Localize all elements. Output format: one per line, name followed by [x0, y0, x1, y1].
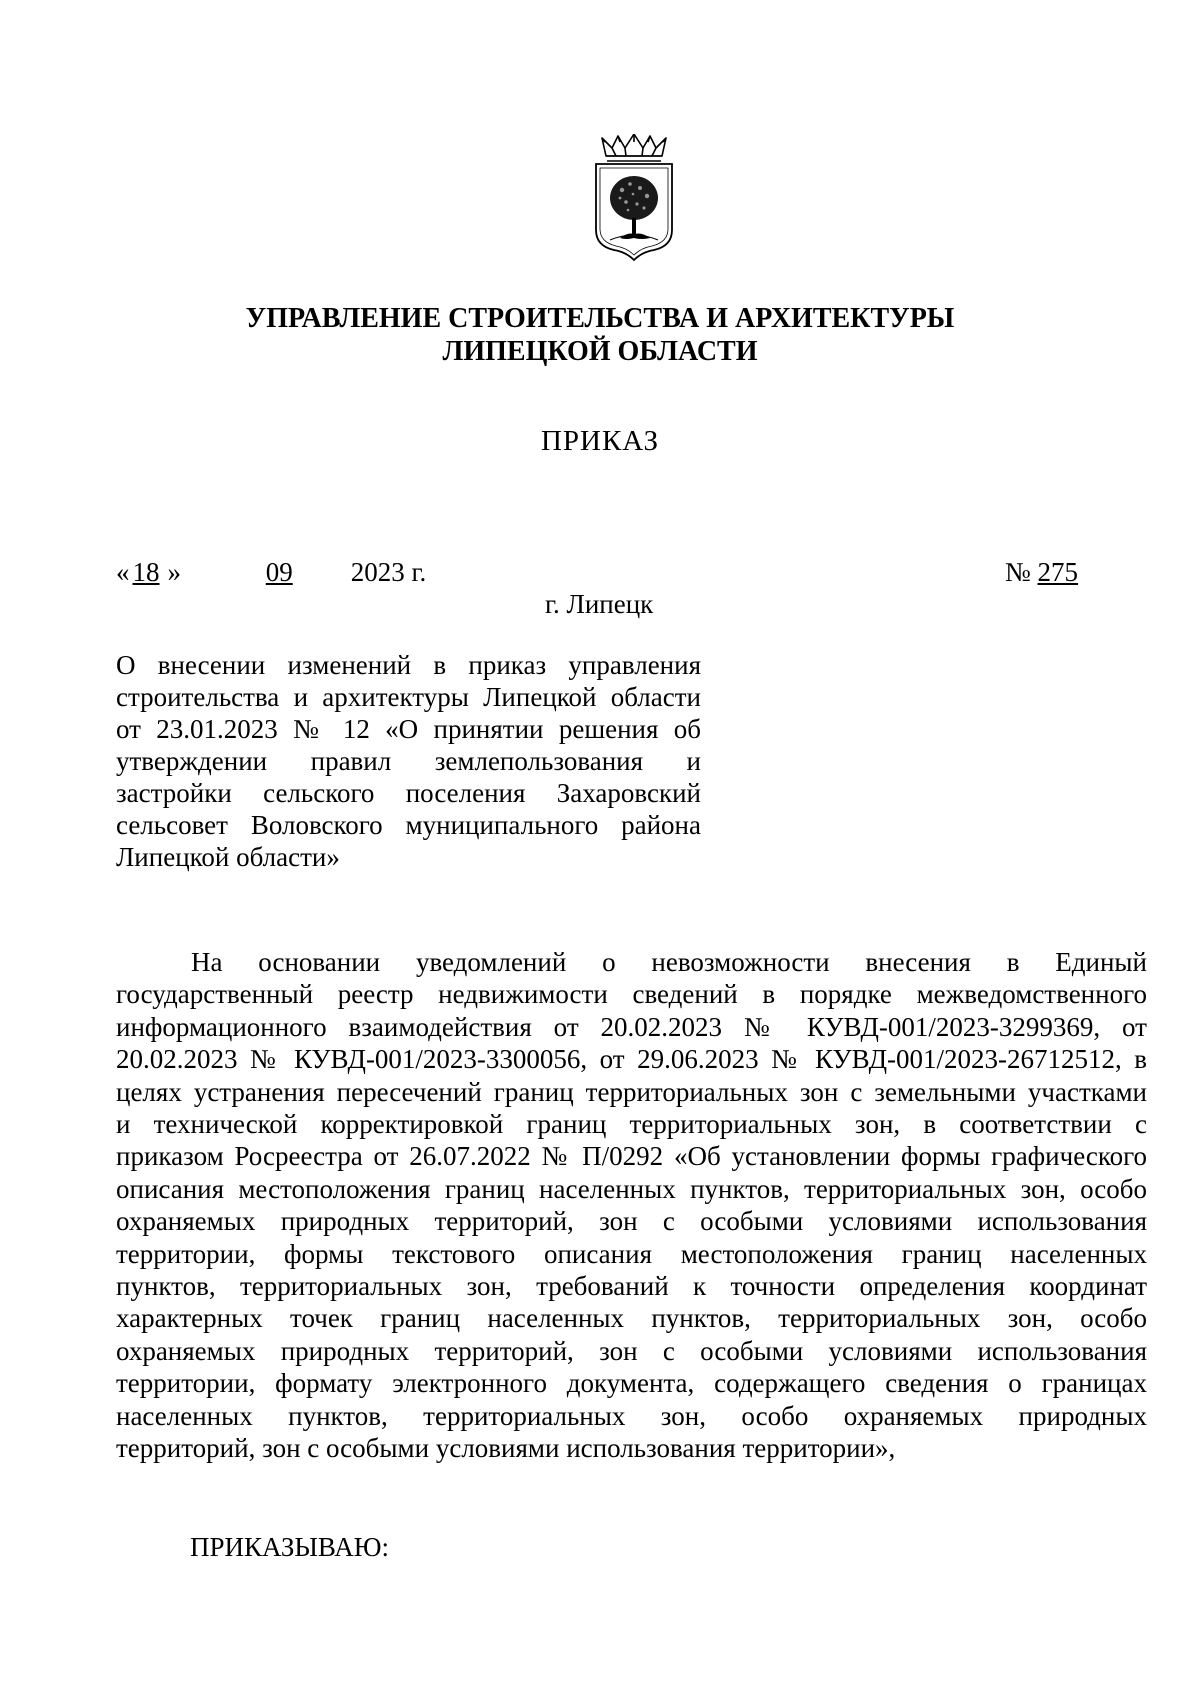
organization-name-line-2: ЛИПЕЦКОЙ ОБЛАСТИ — [442, 336, 758, 367]
body-line: охраняемых природных территорий, зон с особыми условиями использования — [116, 1206, 1147, 1237]
coat-of-arms-emblem — [592, 134, 676, 262]
date-year: 2023 г. — [350, 557, 427, 587]
body-line: На основании уведомлений о невозможности внесения в Единый — [191, 947, 1147, 977]
body-line: 20.02.2023 № КУВД-001/2023-3300056, от 29.06.2023 № КУВД-001/2023-26712512, в — [116, 1044, 1147, 1075]
body-line: приказом Росреестра от 26.07.2022 № П/0292 «Об установлении формы графического — [116, 1141, 1147, 1172]
order-word: ПРИКАЗЫВАЮ: — [190, 1532, 389, 1562]
number-value: 275 — [1037, 557, 1079, 587]
body-line: территорий, зон с особыми условиями использования территории», — [116, 1433, 896, 1464]
body-line: характерных точек границ населенных пунктов, территориальных зон, особо — [116, 1303, 1147, 1334]
body-line: охраняемых природных территорий, зон с особыми условиями использования — [116, 1335, 1147, 1366]
body-line: пунктов, территориальных зон, требований к точности определения координат — [116, 1271, 1147, 1302]
number-sign: № — [1005, 557, 1031, 587]
title-line: О внесении изменений в приказ управления — [116, 650, 701, 680]
body-line: целях устранения пересечений границ территориальных зон с земельными участками — [116, 1076, 1147, 1107]
organization-name-line-1: УПРАВЛЕНИЕ СТРОИТЕЛЬСТВА И АРХИТЕКТУРЫ — [245, 303, 955, 334]
document-number — [1005, 557, 1078, 588]
title-line: застройки сельского поселения Захаровский — [116, 778, 701, 808]
document-body — [116, 946, 1147, 1465]
body-line: государственный реестр недвижимости сведений в порядке межведомственного — [116, 979, 1147, 1010]
date-close-quote: » — [167, 557, 181, 587]
body-line: и технической корректировкой границ территориальных зон, в соответствии с — [116, 1109, 1147, 1140]
body-line: населенных пунктов, территориальных зон, особо охраняемых природных — [116, 1400, 1147, 1431]
title-line: сельсовет Воловского муниципального района — [116, 810, 701, 840]
title-line: строительства и архитектуры Липецкой области — [116, 682, 701, 712]
date-day: 18 — [132, 557, 160, 587]
body-line: описания местоположения границ населенных пунктов, территориальных зон, особо — [116, 1173, 1147, 1204]
body-line: территории, формату электронного документа, содержащего сведения о границах — [116, 1368, 1147, 1399]
document-title — [116, 649, 701, 873]
document-type-heading: ПРИКАЗ — [540, 425, 660, 457]
document-date — [116, 557, 426, 588]
title-line: Липецкой области» — [116, 842, 340, 872]
body-line: территории, формы текстового описания местоположения границ населенных — [116, 1238, 1147, 1269]
date-month: 09 — [265, 557, 293, 587]
city-line: г. Липецк — [545, 589, 654, 619]
title-line: утверждении правил землепользования и — [116, 746, 701, 776]
date-open-quote: « — [116, 557, 130, 587]
organization-name — [0, 302, 1200, 368]
body-line: информационного взаимодействия от 20.02.2023 № КУВД-001/2023-3299369, от — [116, 1011, 1147, 1042]
title-line: от 23.01.2023 № 12 «О принятии решения об — [116, 714, 701, 744]
